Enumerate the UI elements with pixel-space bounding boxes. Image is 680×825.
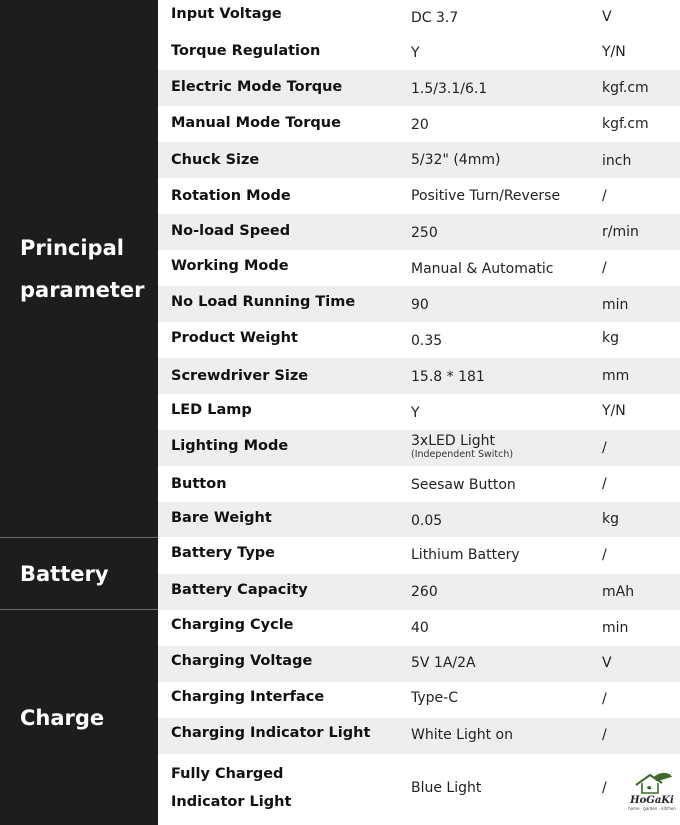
param-name: Electric Mode Torque [171, 79, 343, 95]
group-label: Charge [20, 705, 105, 730]
table-row [158, 502, 680, 537]
param-unit: min [602, 297, 629, 313]
param-unit: V [602, 655, 612, 671]
param-unit: V [602, 9, 612, 25]
param-value-note: (Independent Switch) [411, 449, 514, 460]
param-value: Seesaw Button [411, 477, 516, 493]
param-value: Blue Light [411, 780, 482, 796]
param-unit: kgf.cm [602, 80, 649, 96]
param-name: Torque Regulation [171, 43, 321, 59]
param-unit: r/min [602, 224, 639, 240]
table-row [158, 142, 680, 178]
param-value: 5V 1A/2A [411, 655, 476, 671]
table-row [158, 466, 680, 502]
param-unit: / [602, 691, 607, 707]
table-row [158, 250, 680, 286]
group-principal-parameter [0, 0, 158, 537]
table-row [158, 574, 680, 610]
table-row [158, 718, 680, 754]
param-unit: kg [602, 330, 619, 346]
param-name: LED Lamp [171, 402, 252, 418]
param-name: Charging Cycle [171, 617, 294, 633]
param-name [171, 760, 291, 816]
param-name: Battery Type [171, 545, 276, 561]
param-name: Button [171, 476, 227, 492]
param-unit: / [602, 727, 607, 743]
table-row [158, 430, 680, 466]
hogaki-logo [628, 769, 676, 811]
table-row [158, 35, 680, 70]
param-name: Lighting Mode [171, 438, 289, 454]
group-label: Battery [20, 561, 109, 586]
table-row [158, 322, 680, 358]
param-value [411, 433, 513, 460]
param-value: 20 [411, 117, 429, 133]
param-unit: / [602, 440, 607, 456]
param-unit: / [602, 260, 607, 276]
param-unit: / [602, 547, 607, 563]
table-row [158, 178, 680, 214]
param-unit: mm [602, 368, 630, 384]
param-unit: / [602, 780, 607, 796]
param-name-line1: Fully Charged [171, 766, 284, 782]
table-row [158, 610, 680, 646]
param-value: Positive Turn/Reverse [411, 188, 561, 204]
param-name: Charging Indicator Light [171, 725, 371, 741]
param-value: Manual & Automatic [411, 261, 554, 277]
param-value: Y [411, 45, 420, 61]
table-row [158, 754, 680, 825]
param-value: 0.35 [411, 333, 443, 349]
group-battery [0, 538, 158, 609]
table-row [158, 106, 680, 142]
param-unit: Y/N [602, 403, 626, 419]
param-name: Charging Interface [171, 689, 325, 705]
table-row [158, 394, 680, 430]
param-unit: kg [602, 511, 619, 527]
param-name: Working Mode [171, 258, 289, 274]
param-name: No Load Running Time [171, 294, 356, 310]
param-name: Bare Weight [171, 510, 272, 526]
param-value: 40 [411, 620, 429, 636]
param-unit: inch [602, 153, 632, 169]
param-unit: / [602, 188, 607, 204]
param-unit: min [602, 620, 629, 636]
param-value: 0.05 [411, 513, 443, 529]
table-row [158, 286, 680, 322]
table-row [158, 0, 680, 35]
param-name: Charging Voltage [171, 653, 313, 669]
param-value: White Light on [411, 727, 513, 743]
param-name: Battery Capacity [171, 582, 308, 598]
param-value: 15.8 * 181 [411, 369, 485, 385]
param-value: DC 3.7 [411, 10, 459, 26]
param-value: 90 [411, 297, 429, 313]
logo-text: HoGaKi [630, 795, 674, 806]
param-name: Product Weight [171, 330, 298, 346]
param-value: 5/32" (4mm) [411, 152, 501, 168]
logo-tagline: home · garden · kitchen [628, 806, 676, 811]
table-row [158, 214, 680, 250]
group-charge [0, 610, 158, 825]
param-value: 250 [411, 225, 438, 241]
table-row [158, 70, 680, 106]
table-row [158, 646, 680, 682]
param-value: Y [411, 405, 420, 421]
param-unit: kgf.cm [602, 116, 649, 132]
param-value: Lithium Battery [411, 547, 520, 563]
param-value: 1.5/3.1/6.1 [411, 81, 488, 97]
param-name: Manual Mode Torque [171, 115, 341, 131]
param-value: 260 [411, 584, 438, 600]
param-value: Type-C [411, 690, 458, 706]
param-name: Chuck Size [171, 152, 260, 168]
param-name: No-load Speed [171, 223, 291, 239]
param-name-line2: Indicator Light [171, 794, 292, 810]
param-name: Rotation Mode [171, 188, 291, 204]
table-row [158, 682, 680, 718]
param-unit: / [602, 476, 607, 492]
table-row [158, 537, 680, 574]
param-value-main: 3xLED Light [411, 433, 496, 449]
param-name: Screwdriver Size [171, 368, 309, 384]
param-unit: Y/N [602, 44, 626, 60]
param-unit: mAh [602, 584, 635, 600]
group-label: Principal parameter [20, 235, 145, 302]
param-name: Input Voltage [171, 6, 282, 22]
table-row [158, 358, 680, 394]
